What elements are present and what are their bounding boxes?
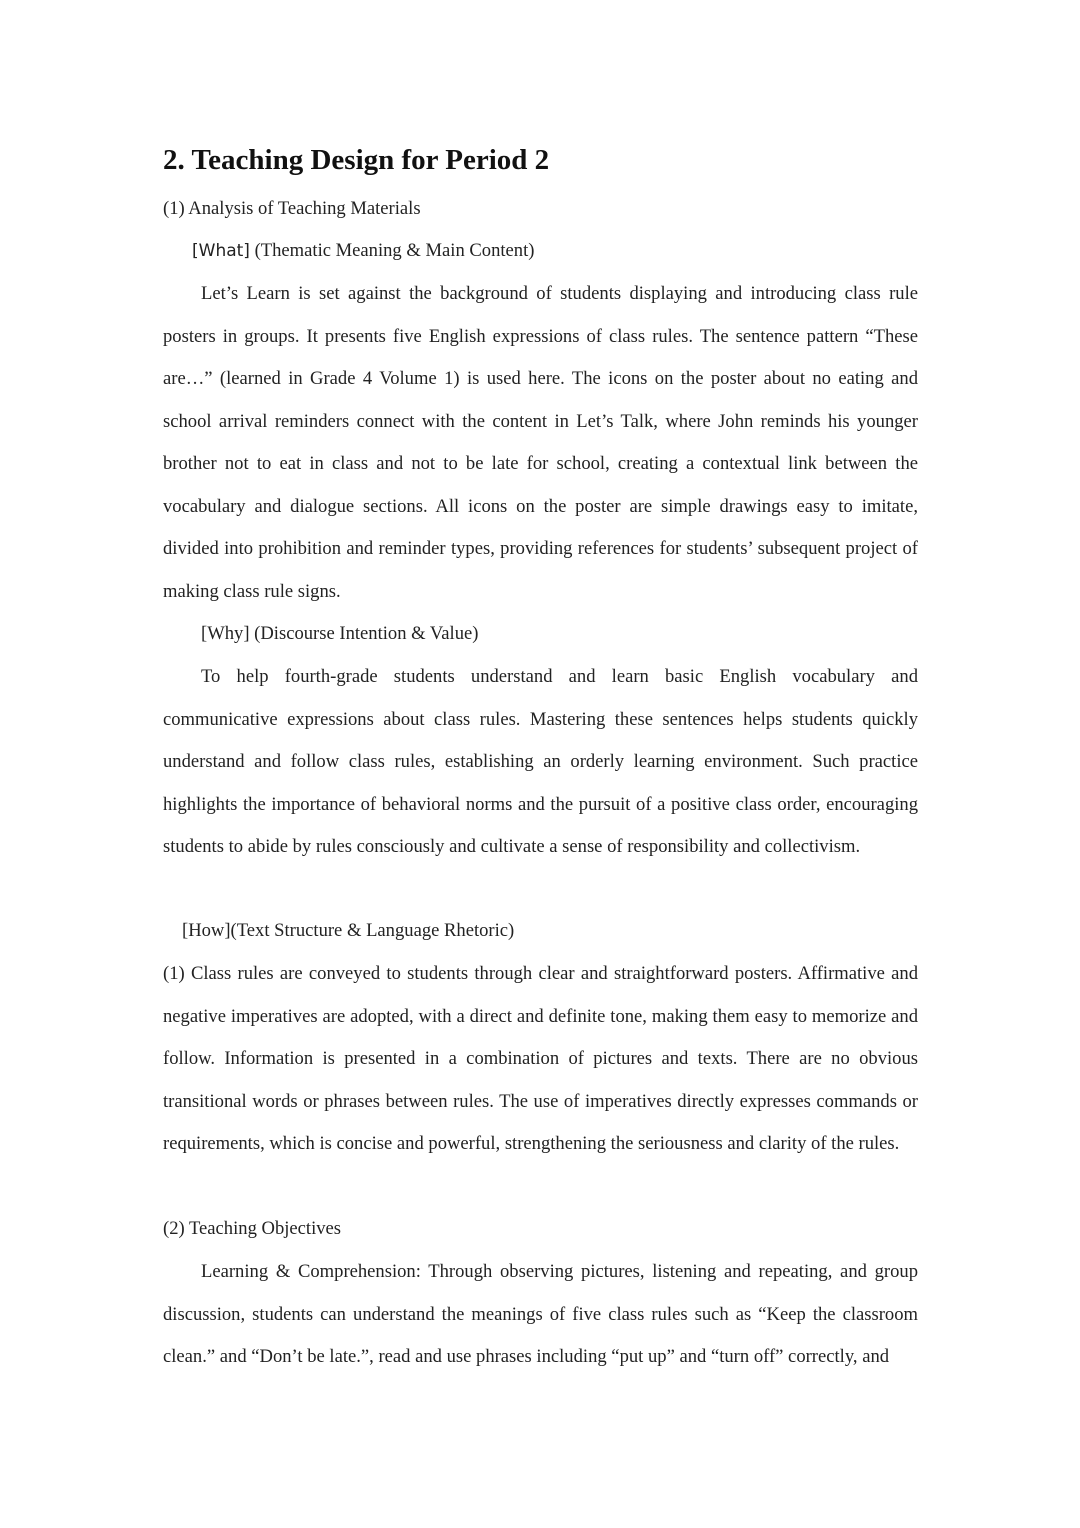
what-paragraph: Let’s Learn is set against the background of students displaying and introducing class rule posters in groups. It presents five English expressions of class rules. The sentence pattern “These are…” (learned in Grade 4 Volume 1) is used here. The icons on the poster about no eating and school arrival reminders connect with the content in Let’s Talk, where John reminds his younger brother not to eat in class and not to be late for school, creating a contextual link between the vocabulary and dialogue sections. All icons on the poster are simple drawings easy to imitate, divided into prohibition and reminder types, providing references for students’ subsequent project of making class rule signs. bbox=[163, 283, 918, 602]
why-paragraph: To help fourth-grade students understand and learn basic English vocabulary and communicative expressions about class rules. Mastering these sentences helps students quickly understand and follow class rules, establishing an orderly learning environment. Such practice highlights the importance of behavioral norms and the pursuit of a positive class order, encouraging students to abide by rules consciously and cultivate a sense of responsibility and collectivism. bbox=[163, 666, 918, 857]
what-heading bbox=[192, 238, 534, 264]
what-subtitle: (Thematic Meaning & Main Content) bbox=[249, 240, 535, 261]
page-title: 2. Teaching Design for Period 2 bbox=[163, 144, 550, 176]
how-heading: [How](Text Structure & Language Rhetoric) bbox=[182, 920, 515, 941]
objectives-paragraph: Learning & Comprehension: Through observing pictures, listening and repeating, and group discussion, students can understand the meanings of five class rules such as “Keep the classroom clean.” and “Don’t be late.”, read and use phrases including “put up” and “turn off” correctly, and bbox=[163, 1261, 918, 1367]
section-heading-analysis: (1) Analysis of Teaching Materials bbox=[163, 198, 421, 219]
section-heading-objectives: (2) Teaching Objectives bbox=[163, 1218, 342, 1239]
how-paragraph: (1) Class rules are conveyed to students through clear and straightforward posters. Affirmative and negative imperatives are adopted, with a direct and definite tone, making them easy to memorize and follow. Information is presented in a combination of pictures and texts. There are no obvious transitional words or phrases between rules. The use of imperatives directly expresses commands or requirements, which is concise and powerful, strengthening the seriousness and clarity of the rules. bbox=[163, 963, 918, 1154]
why-heading: [Why] (Discourse Intention & Value) bbox=[201, 623, 479, 644]
what-tag: [What] bbox=[192, 241, 250, 261]
